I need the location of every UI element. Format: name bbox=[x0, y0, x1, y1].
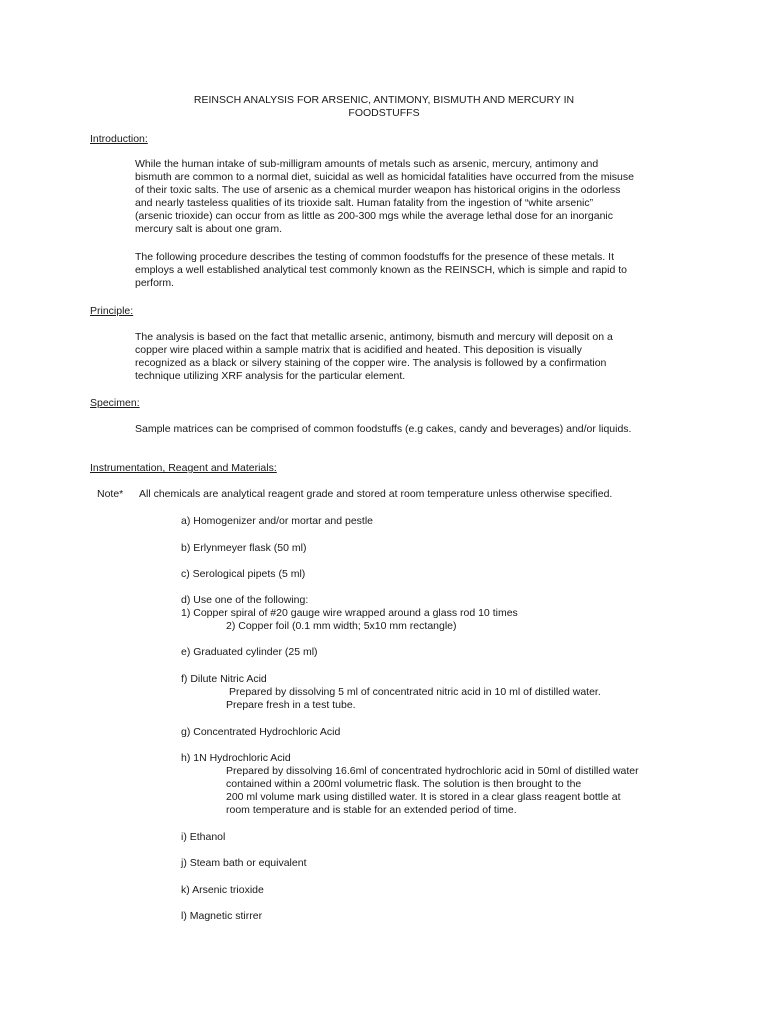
text-line: (arsenic trioxide) can occur from as little as 200-300 mgs while the average lethal dose for an inorganic bbox=[135, 210, 613, 222]
text-line: technique utilizing XRF analysis for the particular element. bbox=[135, 370, 406, 382]
text-line: Sample matrices can be comprised of common foodstuffs (e.g cakes, candy and beverages) and/or liquids. bbox=[135, 423, 632, 435]
list-item-g: g) Concentrated Hydrochloric Acid bbox=[181, 726, 341, 738]
list-item-h-label: h) 1N Hydrochloric Acid bbox=[181, 752, 291, 764]
list-item-h-detail-4: room temperature and is stable for an extended period of time. bbox=[226, 804, 517, 816]
specimen-paragraph bbox=[135, 423, 695, 436]
text-line: perform. bbox=[135, 277, 175, 289]
specimen-heading: Specimen: bbox=[90, 397, 140, 409]
list-item-h-detail-3: 200 ml volume mark using distilled water. It is stored in a clear glass reagent bottle at bbox=[226, 791, 621, 803]
list-item-d-option-1: 1) Copper spiral of #20 gauge wire wrapped around a glass rod 10 times bbox=[181, 607, 518, 619]
list-item-j: j) Steam bath or equivalent bbox=[181, 857, 307, 869]
introduction-heading: Introduction: bbox=[90, 133, 148, 145]
text-line: recognized as a black or silvery staining of the copper wire. The analysis is followed by a confirmation bbox=[135, 357, 607, 369]
list-item-l: l) Magnetic stirrer bbox=[181, 910, 263, 922]
text-line: bismuth are common to a normal diet, suicidal as well as homicidal fatalities have occurred from the misuse bbox=[135, 171, 634, 183]
list-item-f-detail-2: Prepare fresh in a test tube. bbox=[226, 699, 356, 711]
list-item-d-label: d) Use one of the following: bbox=[181, 594, 309, 606]
text-line: of their toxic salts. The use of arsenic as a chemical murder weapon has historical origins in the odorless bbox=[135, 184, 621, 196]
note-label: Note* bbox=[97, 488, 124, 500]
principle-paragraph bbox=[135, 331, 695, 383]
text-line: While the human intake of sub-milligram amounts of metals such as arsenic, mercury, antimony and bbox=[135, 158, 599, 170]
list-item-a: a) Homogenizer and/or mortar and pestle bbox=[181, 515, 374, 527]
note-text: All chemicals are analytical reagent grade and stored at room temperature unless otherwise specified. bbox=[139, 488, 613, 500]
list-item-f-detail-1: Prepared by dissolving 5 ml of concentrated nitric acid in 10 ml of distilled water. bbox=[229, 686, 601, 698]
list-item-c: c) Serological pipets (5 ml) bbox=[181, 568, 306, 580]
text-line: employs a well established analytical test commonly known as the REINSCH, which is simple and rapid to bbox=[135, 264, 627, 276]
list-item-k: k) Arsenic trioxide bbox=[181, 884, 264, 896]
text-line: and nearly tasteless qualities of its trioxide salt. Human fatality from the ingestion of “white arsenic” bbox=[135, 197, 594, 209]
instrumentation-heading: Instrumentation, Reagent and Materials: bbox=[90, 462, 277, 474]
list-item-f-label: f) Dilute Nitric Acid bbox=[181, 673, 267, 685]
list-item-b: b) Erlynmeyer flask (50 ml) bbox=[181, 542, 307, 554]
text-line: The following procedure describes the testing of common foodstuffs for the presence of these metals. It bbox=[135, 251, 614, 263]
list-item-h-detail-1: Prepared by dissolving 16.6ml of concentrated hydrochloric acid in 50ml of distilled water bbox=[226, 765, 639, 777]
principle-heading: Principle: bbox=[90, 305, 134, 317]
introduction-paragraph-1 bbox=[135, 158, 695, 236]
document-title bbox=[0, 94, 768, 120]
list-item-d bbox=[181, 594, 518, 633]
list-item-f bbox=[181, 673, 601, 712]
text-line: The analysis is based on the fact that metallic arsenic, antimony, bismuth and mercury will deposit on a bbox=[135, 331, 613, 343]
title-line-2: FOODSTUFFS bbox=[348, 107, 420, 119]
list-item-h-detail-2: contained within a 200ml volumetric flask. The solution is then brought to the bbox=[226, 778, 582, 790]
text-line: copper wire placed within a sample matrix that is acidified and heated. This deposition is visually bbox=[135, 344, 582, 356]
list-item-d-option-2: 2) Copper foil (0.1 mm width; 5x10 mm rectangle) bbox=[226, 620, 457, 632]
title-line-1: REINSCH ANALYSIS FOR ARSENIC, ANTIMONY, BISMUTH AND MERCURY IN bbox=[193, 94, 575, 106]
list-item-e: e) Graduated cylinder (25 ml) bbox=[181, 646, 318, 658]
introduction-paragraph-2 bbox=[135, 251, 695, 290]
text-line: mercury salt is about one gram. bbox=[135, 223, 283, 235]
list-item-h bbox=[181, 752, 639, 817]
list-item-i: i) Ethanol bbox=[181, 831, 226, 843]
